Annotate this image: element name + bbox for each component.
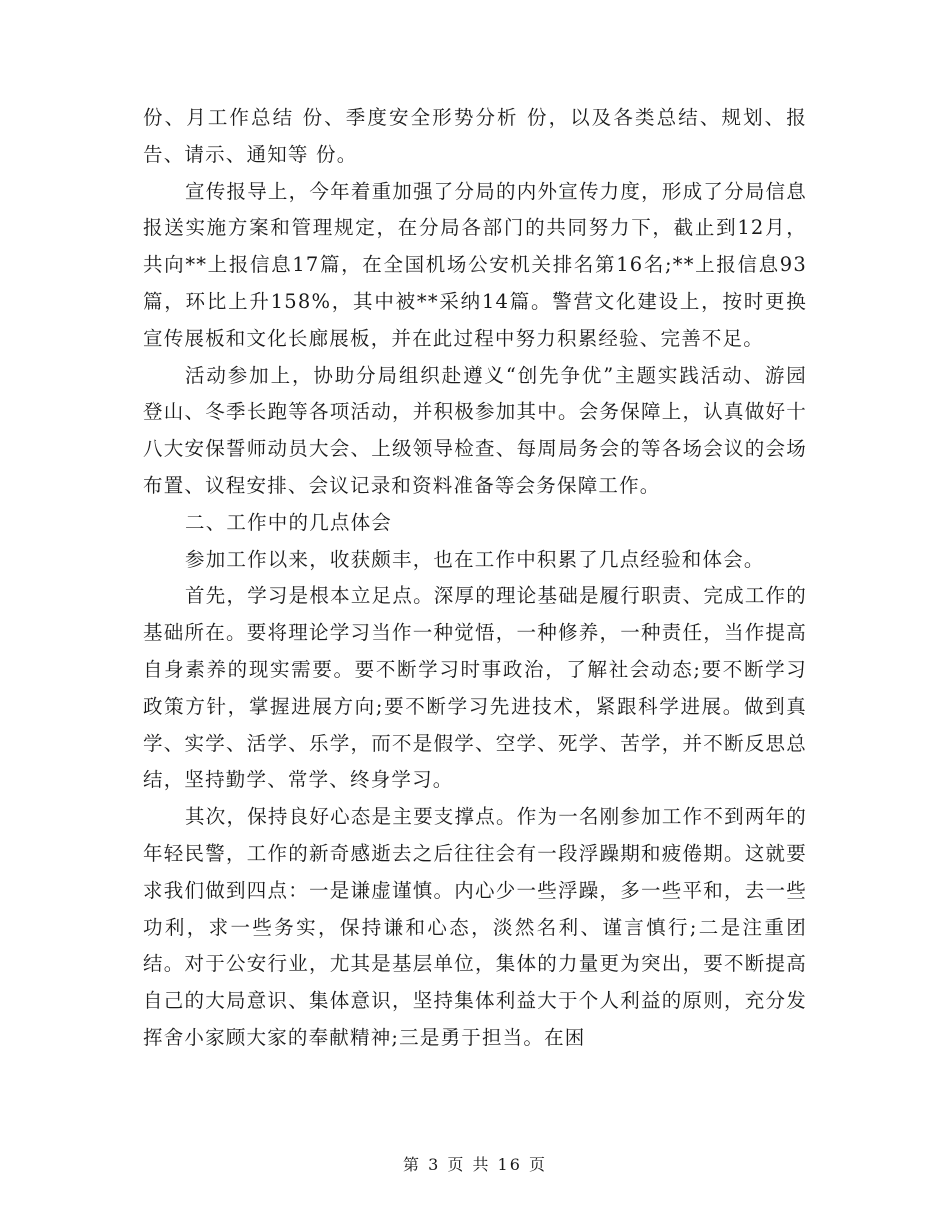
- document-body: [143, 100, 807, 1057]
- paragraph-3: 活动参加上，协助分局组织赴遵义“创先争优”主题实践活动、游园登山、冬季长跑等各项活动，并积极参加其中。会务保障上，认真做好十八大安保誓师动员大会、上级领导检查、每周局务会的等各场会议的会场布置、议程安排、会议记录和资料准备等会务保障工作。: [143, 363, 807, 497]
- page-number-footer: 第 3 页 共 16 页: [403, 1155, 547, 1174]
- section-heading: 二、工作中的几点体会: [185, 510, 393, 534]
- paragraph-5: 参加工作以来，收获颇丰，也在工作中积累了几点经验和体会。: [185, 547, 765, 571]
- paragraph-7: 其次，保持良好心态是主要支撑点。作为一名刚参加工作不到两年的年轻民警，工作的新奇感逝去之后往往会有一段浮躁期和疲倦期。这就要求我们做到四点：一是谦虚谨慎。内心少一些浮躁，多一些平和，去一些功利，求一些务实，保持谦和心态，淡然名利、谨言慎行;二是注重团结。对于公安行业，尤其是基层单位，集体的力量更为突出，要不断提高自己的大局意识、集体意识，坚持集体利益大于个人利益的原则，充分发挥舍小家顾大家的奉献精神;三是勇于担当。在困: [143, 805, 807, 1049]
- paragraph-1: 份、月工作总结 份、季度安全形势分析 份，以及各类总结、规划、报告、请示、通知等 份。: [143, 106, 807, 166]
- paragraph-6: 首先，学习是根本立足点。深厚的理论基础是履行职责、完成工作的基础所在。要将理论学习当作一种觉悟，一种修养，一种责任，当作提高自身素养的现实需要。要不断学习时事政治，了解社会动态;要不断学习政策方针，掌握进展方向;要不断学习先进技术，紧跟科学进展。做到真学、实学、活学、乐学，而不是假学、空学、死学、苦学，并不断反思总结，坚持勤学、常学、终身学习。: [143, 584, 807, 792]
- paragraph-2: 宣传报导上，今年着重加强了分局的内外宣传力度，形成了分局信息报送实施方案和管理规定，在分局各部门的共同努力下，截止到12月，共向**上报信息17篇，在全国机场公安机关排名第16名;**上报信息93篇，环比上升158%，其中被**采纳14篇。警营文化建设上，按时更换宣传展板和文化长廊展板，并在此过程中努力积累经验、完善不足。: [143, 179, 807, 350]
